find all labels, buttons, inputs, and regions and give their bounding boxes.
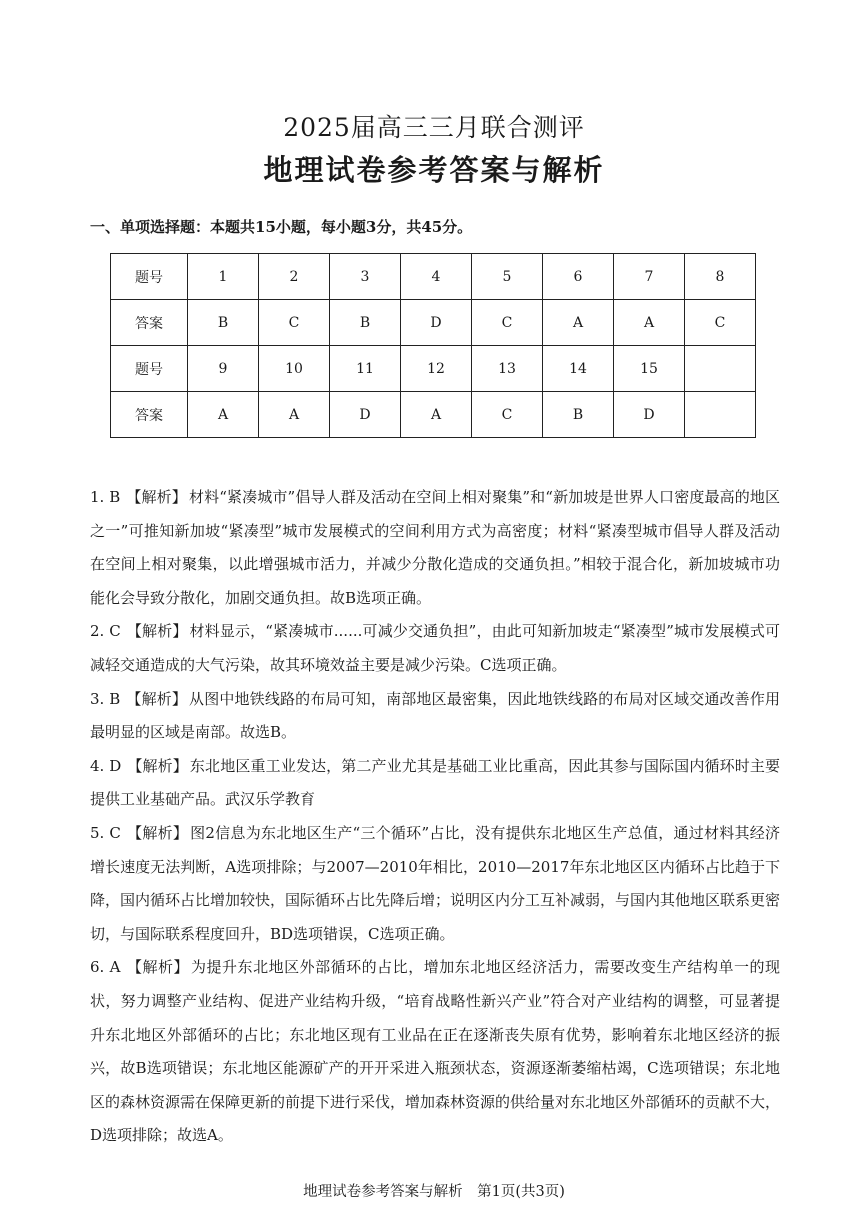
item-tag: 【解析】	[127, 756, 188, 775]
table-cell: C	[259, 300, 330, 346]
row-label: 题号	[111, 254, 188, 300]
explanation-item	[90, 817, 780, 951]
item-text: 材料“紧凑城市”倡导人群及活动在空间上相对聚集”和“新加坡是世界人口密度最高的地区之一”可推知新加坡“紧凑型”城市发展模式的空间利用方式为高密度；材料“紧凑型城市倡导人群及活动在空间上相对聚集，以此增强城市活力，并减少分散化造成的交通负担。”相较于混合化，新加坡城市功能化会导致分散化，加剧交通负担。故B选项正确。	[90, 488, 780, 607]
table-cell: 7	[614, 254, 685, 300]
answer-table	[110, 253, 756, 438]
table-cell: B	[330, 300, 401, 346]
exam-title: 2025届高三三月联合测评	[283, 113, 585, 142]
item-number: 5. C	[90, 823, 121, 842]
item-text: 图2信息为东北地区生产“三个循环”占比，没有提供东北地区生产总值，通过材料其经济增长速度无法判断，A选项排除；与2007—2010年相比，2010—2017年东北地区区内循环占比趋于下降，国内循环占比增加较快，国际循环占比先降后增；说明区内分工互补减弱，与国内其他地区联系更密切，与国际联系程度回升，BD选项错误，C选项正确。	[90, 823, 781, 943]
explanation-item	[90, 750, 780, 817]
table-cell: 6	[543, 254, 614, 300]
table-cell: 13	[472, 346, 543, 392]
item-number: 1. B	[90, 488, 121, 506]
table-cell: 10	[259, 346, 330, 392]
table-cell: 12	[401, 346, 472, 392]
item-number: 2. C	[90, 622, 121, 641]
item-tag: 【解析】	[126, 958, 190, 977]
item-text: 材料显示，“紧凑城市......可减少交通负担”，由此可知新加坡走“紧凑型”城市发展模式可减轻交通造成的大气污染，故其环境效益主要是减少污染。C选项正确。	[90, 622, 780, 674]
item-number: 3. B	[90, 689, 121, 708]
explanation-list	[90, 481, 780, 1153]
item-text: 从图中地铁线路的布局可知，南部地区最密集，因此地铁线路的布局对区域交通改善作用最明显的区域是南部。故选B。	[90, 689, 780, 742]
table-cell: A	[188, 392, 259, 438]
table-cell: D	[614, 392, 685, 438]
row-label: 题号	[111, 346, 188, 392]
table-cell: 8	[685, 254, 756, 300]
item-number: 4. D	[90, 756, 122, 775]
item-tag: 【解析】	[126, 488, 187, 506]
table-row	[111, 392, 756, 438]
table-row	[111, 254, 756, 300]
table-row	[111, 346, 756, 392]
section-heading: 一、单项选择题：本题共15小题，每小题3分，共45分。	[90, 218, 473, 236]
table-cell: A	[401, 392, 472, 438]
table-cell: 3	[330, 254, 401, 300]
explanation-item	[90, 951, 780, 1153]
table-cell: A	[543, 300, 614, 346]
table-cell: B	[543, 392, 614, 438]
table-cell: 15	[614, 346, 685, 392]
explanation-item	[90, 481, 780, 615]
row-label: 答案	[111, 300, 188, 346]
row-label: 答案	[111, 392, 188, 438]
item-tag: 【解析】	[126, 622, 188, 641]
item-tag: 【解析】	[126, 823, 189, 842]
item-text: 为提升东北地区外部循环的占比，增加东北地区经济活力，需要改变生产结构单一的现状，努力调整产业结构、促进产业结构升级，“培育战略性新兴产业”符合对产业结构的调整，可显著提升东北地区外部循环的占比；东北地区现有工业品在正在逐渐丧失原有优势，影响着东北地区经济的振兴，故B选项错误；东北地区能源矿产的开开采进入瓶颈状态，资源逐渐萎缩枯竭，C选项错误；东北地区的森林资源需在保障更新的前提下进行采伐，增加森林资源的供给量对东北地区外部循环的贡献不大，D选项排除；故选A。	[90, 958, 781, 1145]
table-cell	[685, 346, 756, 392]
table-cell: C	[472, 300, 543, 346]
table-cell: 11	[330, 346, 401, 392]
page-footer: 地理试卷参考答案与解析 第1页(共3页)	[303, 1184, 565, 1200]
table-cell	[685, 392, 756, 438]
table-cell: D	[401, 300, 472, 346]
table-cell: A	[259, 392, 330, 438]
table-cell: 1	[188, 254, 259, 300]
table-cell: 9	[188, 346, 259, 392]
explanation-item	[90, 683, 780, 750]
explanation-item	[90, 615, 780, 682]
table-cell: 14	[543, 346, 614, 392]
table-cell: 5	[472, 254, 543, 300]
table-cell: C	[472, 392, 543, 438]
document-title: 地理试卷参考答案与解析	[263, 153, 605, 187]
item-number: 6. A	[90, 958, 121, 977]
item-text: 东北地区重工业发达，第二产业尤其是基础工业比重高，因此其参与国际国内循环时主要提供工业基础产品。武汉乐学教育	[90, 756, 780, 809]
table-cell: 2	[259, 254, 330, 300]
table-cell: D	[330, 392, 401, 438]
table-cell: C	[685, 300, 756, 346]
table-cell: 4	[401, 254, 472, 300]
table-cell: B	[188, 300, 259, 346]
item-tag: 【解析】	[126, 689, 188, 708]
table-row	[111, 300, 756, 346]
table-cell: A	[614, 300, 685, 346]
